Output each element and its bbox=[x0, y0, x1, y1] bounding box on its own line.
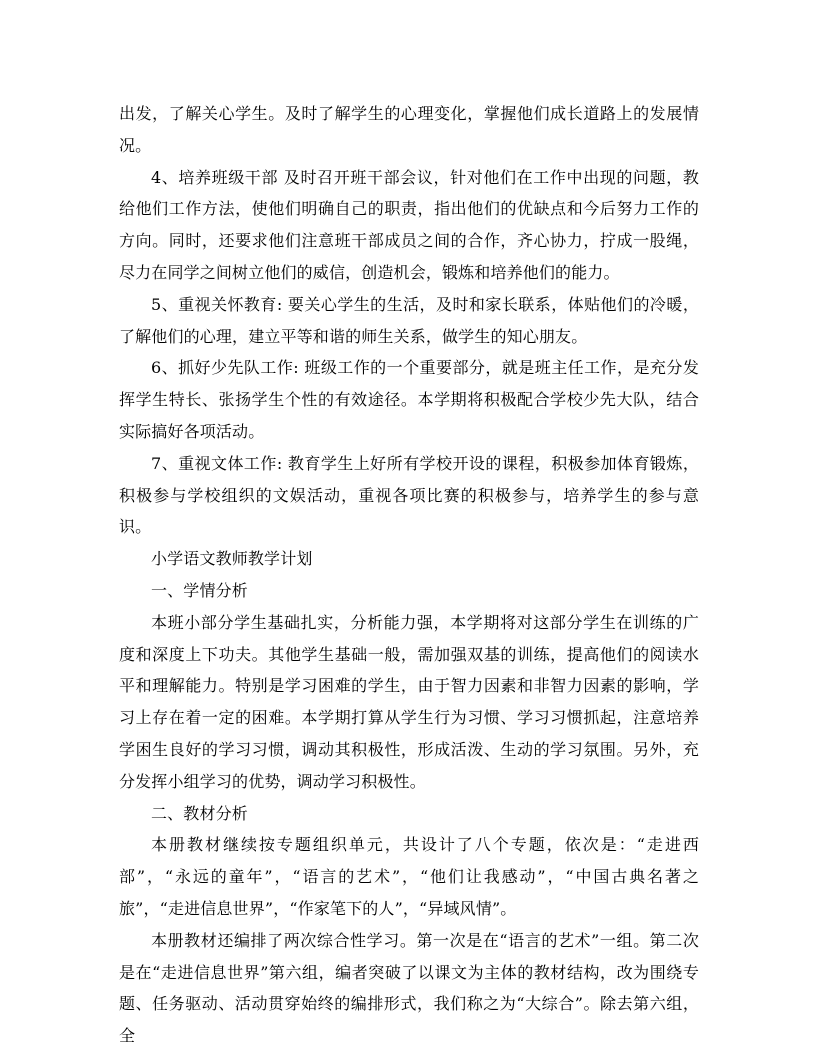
document-body bbox=[119, 98, 699, 1052]
paragraph-item-5: 5、重视关怀教育: 要关心学生的生活，及时和家长联系，体贴他们的冷暖，了解他们的心理，建立平等和谐的师生关系，做学生的知心朋友。 bbox=[119, 294, 699, 346]
paragraph-learning-analysis: 本班小部分学生基础扎实，分析能力强，本学期将对这部分学生在训练的广度和深度上下功夫。其他学生基础一般，需加强双基的训练，提高他们的阅读水平和理解能力。特别是学习困难的学生，由于智力因素和非智力因素的影响，学习上存在着一定的困难。本学期打算从学生行为习惯、学习习惯抓起，注意培养学困生良好的学习习惯，调动其积极性，形成活泼、生动的学习氛围。另外，充分发挥小组学习的优势，调动学习积极性。 bbox=[119, 612, 699, 791]
heading-learning-analysis: 一、学情分析 bbox=[151, 580, 248, 600]
paragraph-item-4: 4、培养班级干部 及时召开班干部会议，针对他们在工作中出现的问题，教给他们工作方法，使他们明确自己的职责，指出他们的优缺点和今后努力工作的方向。同时，还要求他们注意班干部成员之间的合作，齐心协力，拧成一股绳，尽力在同学之间树立他们的威信，创造机会，锻炼和培养他们的能力。 bbox=[119, 167, 699, 282]
paragraph-continuation: 出发，了解关心学生。及时了解学生的心理变化，掌握他们成长道路上的发展情况。 bbox=[119, 104, 699, 155]
paragraph-textbook-themes: 本册教材继续按专题组织单元，共设计了八个专题，依次是：“走进西部”，“永远的童年”，“语言的艺术”，“他们让我感动”，“中国古典名著之旅”，“走进信息世界”，“作家笔下的人”，“异域风情”。 bbox=[119, 835, 699, 918]
paragraph-textbook-comprehensive: 本册教材还编排了两次综合性学习。第一次是在“语言的艺术”一组。第二次是在“走进信息世界”第六组，编者突破了以课文为主体的教材结构，改为围绕专题、任务驱动、活动贯穿始终的编排形式，我们称之为“大综合”。除去第六组，全 bbox=[119, 930, 699, 1046]
paragraph-item-6: 6、抓好少先队工作: 班级工作的一个重要部分，就是班主任工作，是充分发挥学生特长、张扬学生个性的有效途径。本学期将积极配合学校少先大队，结合实际搞好各项活动。 bbox=[119, 358, 699, 441]
section-title: 小学语文教师教学计划 bbox=[151, 549, 313, 569]
paragraph-item-7: 7、重视文体工作: 教育学生上好所有学校开设的课程，积极参加体育锻炼，积极参与学校组织的文娱活动，重视各项比赛的积极参与，培养学生的参与意识。 bbox=[119, 453, 699, 537]
heading-textbook-analysis: 二、教材分析 bbox=[151, 803, 248, 823]
